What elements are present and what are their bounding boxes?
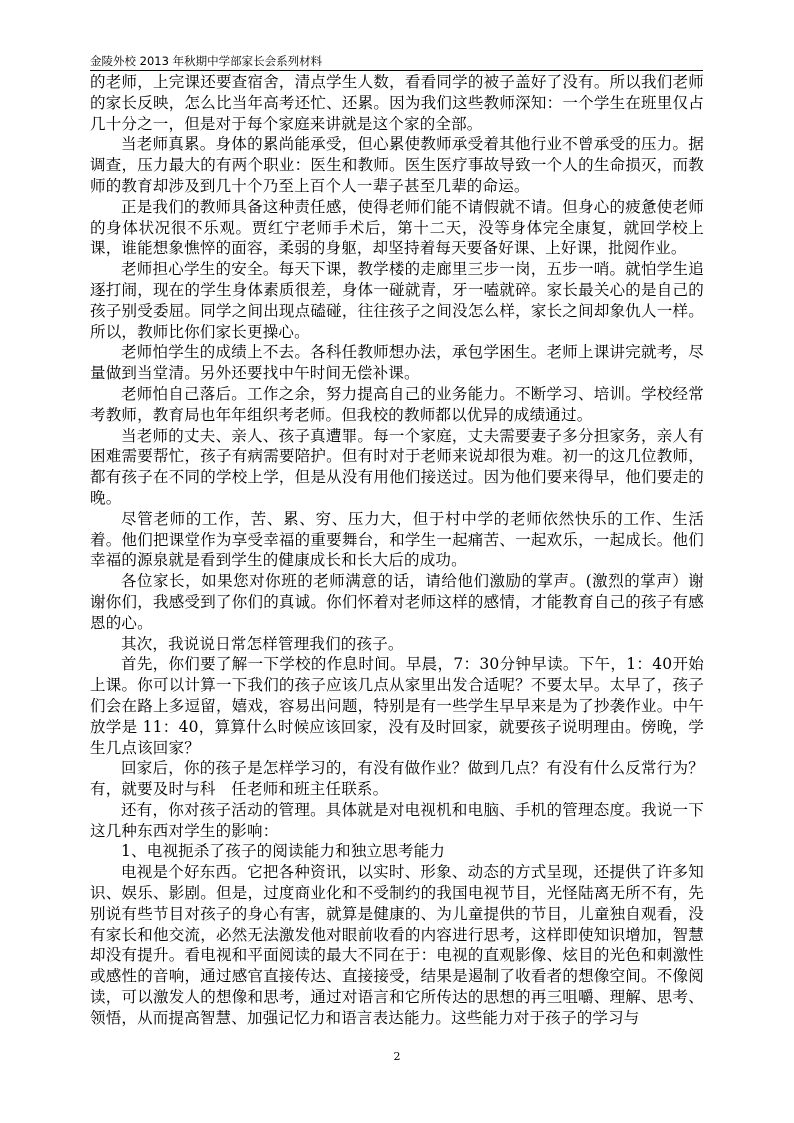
paragraph: 的老师，上完课还要查宿舍，清点学生人数，看看同学的被子盖好了没有。所以我们老师的家长反映，怎么比当年高考还忙、还累。因为我们这些教师深知：一个学生在班里仅占几十分之一，但是对于每个家庭来讲就是这个家的全部。 [90,73,704,133]
paragraph: 还有，你对孩子活动的管理。具体就是对电视机和电脑、手机的管理态度。我说一下这几种东西对学生的影响： [90,800,704,840]
paragraph: 当老师的丈夫、亲人、孩子真遭罪。每一个家庭，丈夫需要妻子多分担家务，亲人有困难需要帮忙，孩子有病需要陪护。但有时对于老师来说却很为难。初一的这几位教师，都有孩子在不同的学校上学，但是从没有用他们接送过。因为他们要来得早，他们要走的晚。 [90,426,704,507]
paragraph: 老师担心学生的安全。每天下课，教学楼的走廊里三步一岗，五步一哨。就怕学生追逐打闹，现在的学生身体素质很差，身体一碰就青，牙一嗑就碎。家长最关心的是自己的孩子别受委屈。同学之间出现点磕碰，往往孩子之间没怎么样，家长之间却象仇人一样。所以，教师比你们家长更操心。 [90,260,704,341]
paragraph: 其次，我说说日常怎样管理我们的孩子。 [121,634,404,653]
paragraph: 老师怕学生的成绩上不去。各科任教师想办法，承包学困生。老师上课讲完就考，尽量做到当堂清。另外还要找中午时间无偿补课。 [90,343,704,383]
paragraph: 回家后，你的孩子是怎样学习的，有没有做作业？做到几点？有没有什么反常行为？有，就要及时与科 任老师和班主任联系。 [90,759,704,799]
paragraph: 当老师真累。身体的累尚能承受，但心累使教师承受着其他行业不曾承受的压力。据调查，压力最大的有两个职业：医生和教师。医生医疗事故导致一个人的生命损灭，而教师的教育却涉及到几十个乃至上百个人一辈子甚至几辈的命运。 [90,135,704,195]
page-number: 2 [393,1050,401,1063]
paragraph: 首先，你们要了解一下学校的作息时间。早晨，7：30分钟早读。下午，1：40开始上课。你可以计算一下我们的孩子应该几点从家里出发合适呢？不要太早。太早了，孩子们会在路上多逗留，嬉戏，容易出问题，特别是有一些学生早早来是为了抄袭作业。中午放学是 11：40，算算什么时候应该回家，没有及时回家，就要孩子说明理由。傍晚，学生几点该回家？ [90,655,704,757]
section-heading: 1、电视扼杀了孩子的阅读能力和独立思考能力 [121,842,446,861]
paragraph: 电视是个好东西。它把各种资讯，以实时、形象、动态的方式呈现，还提供了许多知识、娱乐、影剧。但是，过度商业化和不受制约的我国电视节目，光怪陆离无所不有，先别说有些节目对孩子的身心有害，就算是健康的、为儿童提供的节目，儿童独自观看，没有家长和他交流，必然无法激发他对眼前收看的内容进行思考，这样即使知识增加，智慧却没有提升。看电视和平面阅读的最大不同在于：电视的直观影像、炫目的光色和刺激性或感性的音响，通过感官直接传达、直接接受，结果是遏制了收看者的想像空间。不像阅读，可以激发人的想像和思考，通过对语言和它所传达的思想的再三咀嚼、理解、思考、领悟，从而提高智慧、加强记忆力和语言表达能力。这些能力对于孩子的学习与 [90,863,704,1027]
document-header [90,53,703,71]
document-body [90,72,704,1029]
header-title: 金陵外校 2013 年秋期中学部家长会系列材料 [90,54,323,68]
paragraph: 老师怕自己落后。工作之余，努力提高自己的业务能力。不断学习、培训。学校经常考教师，教育局也年年组织考老师。但我校的教师都以优异的成绩通过。 [90,384,704,424]
paragraph: 尽管老师的工作，苦、累、穷、压力大，但于村中学的老师依然快乐的工作、生活着。他们把课堂作为享受幸福的重要舞台，和学生一起痛苦、一起欢乐，一起成长。他们幸福的源泉就是看到学生的健康成长和长大后的成功。 [90,509,704,570]
paragraph: 正是我们的教师具备这种责任感，使得老师们能不请假就不请。但身心的疲惫使老师的身体状况很不乐观。贾红宁老师手术后，第十二天，没等身体完全康复，就回学校上课，谁能想象憔悴的面容，柔弱的身躯，却坚持着每天要备好课、上好课，批阅作业。 [90,197,704,258]
paragraph: 各位家长，如果您对你班的老师满意的话，请给他们激励的掌声。(激烈的掌声）谢谢你们，我感受到了你们的真诚。你们怀着对老师这样的感情，才能教育自己的孩子有感恩的心。 [90,572,704,632]
